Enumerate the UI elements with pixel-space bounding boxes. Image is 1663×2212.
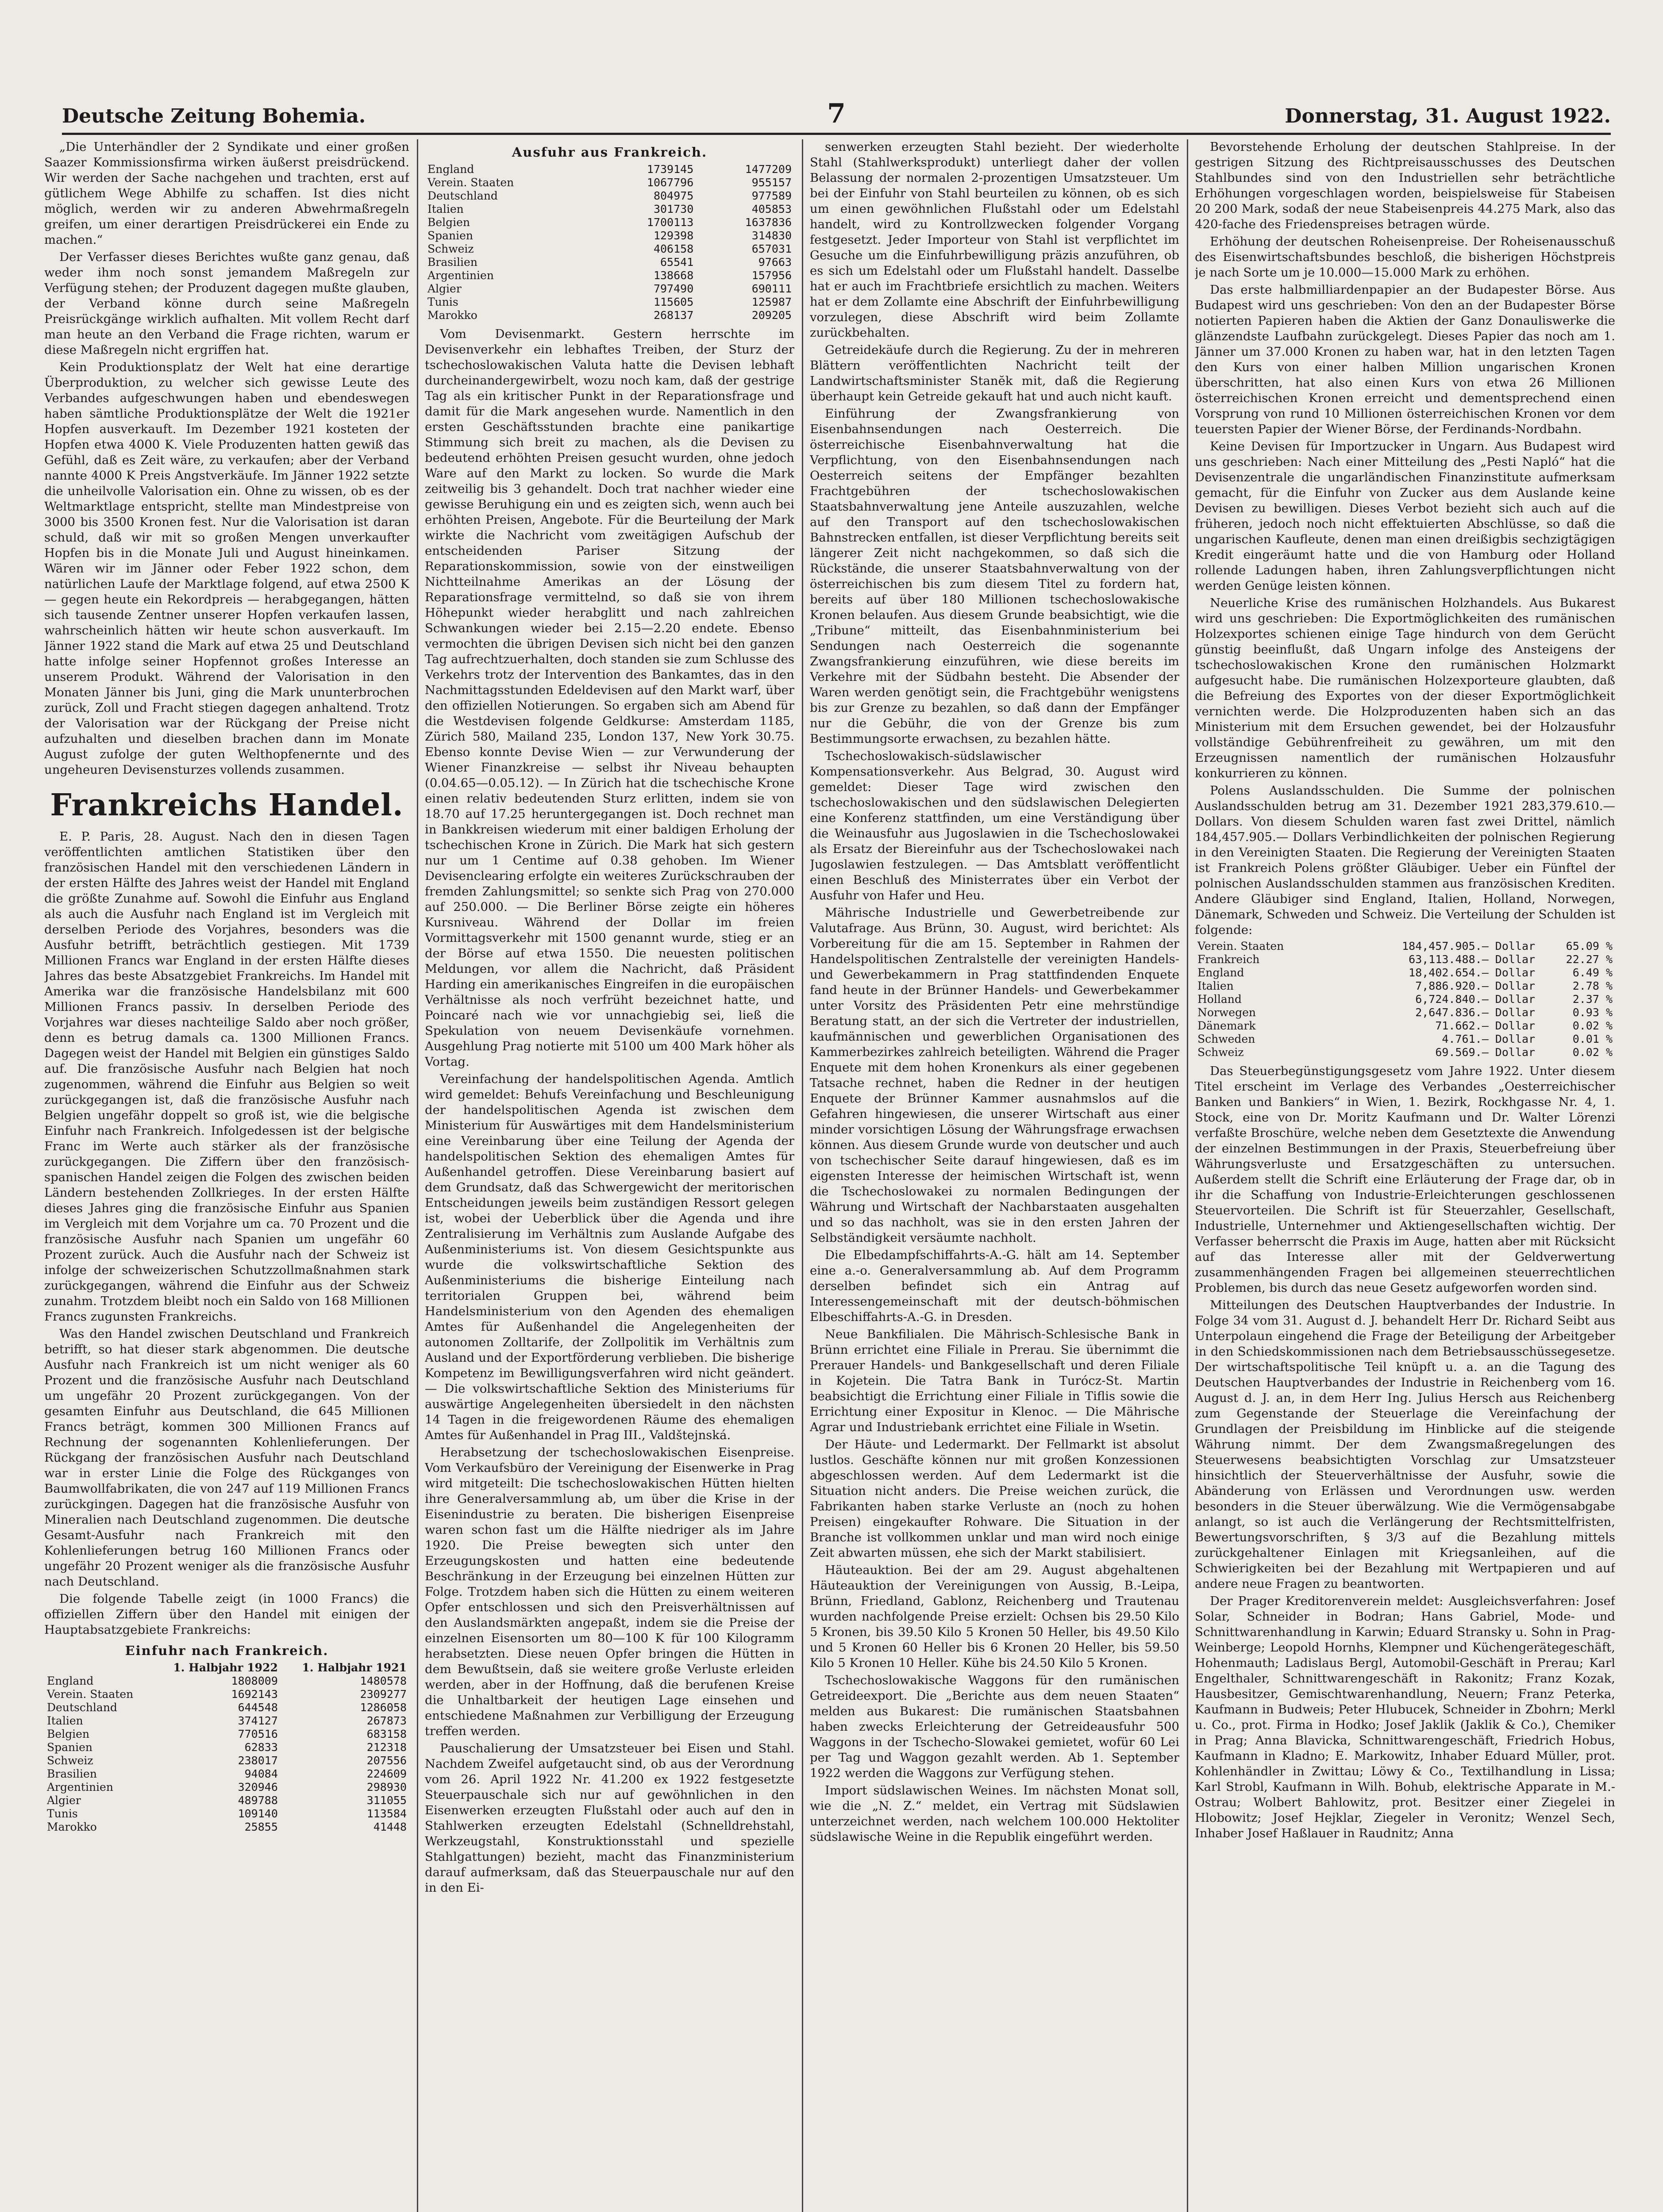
article-paragraph: Kein Produktionsplatz der Welt hat eine derartige Überproduktion, zu welcher sich gewisse Leute des Verbandes aufgeschwungen haben und ebendeswegen haben sämtliche Produktionsplätze der Welt die 1921er Hopfen ausverkauft. Im Dezember 1921 kosteten der Hopfen etwa 4000 K. Viele Produzenten hatten gewiß das Gefühl, daß es Zeit wäre, zu verkaufen; aber der Verband nannte 4000 K Preis Angstverkäufe. Im Jänner 1922 setzte die unheilvolle Valorisation ein. Ohne zu wissen, ob es der Weltmarktlage entspricht, stellte man Mindestpreise von 3000 bis 3500 Kronen fest. Nur die Valorisation ist daran schuld, daß wir mit so großen Mengen unverkaufter Hopfen bis in die Monate Juli und August hineinkamen. Wären wir im Jänner oder Feber 1922 schon, dem natürlichen Laufe der Marktlage folgend, auf etwa 2500 K — gegen heute ein Rekordpreis — herabgegangen, hätten sich tausende Zentner unserer Hopfen verkaufen lassen, wahrscheinlich hätten wir heute schon ausverkauft. Im Jänner 1922 stand die Mark auf etwa 25 und Deutschland hatte infolge seiner Hopfennot großes Interesse an unserem Produkt. Während der Valorisation in den Monaten Jänner bis Juni, ging die Mark ununterbrochen zurück, Zoll und Fracht stiegen dagegen anhaltend. Trotz der Valorisation war der Rückgang der Preise nicht aufzuhalten und dieselben brachen dann im Monate August zufolge der guten Welthopfenernte und des ungeheuren Devisensturzes vollends zusammen. — [44, 360, 409, 777]
column-1 — [44, 139, 409, 2212]
column-rule — [1187, 139, 1188, 2212]
table-row — [425, 216, 794, 229]
table-cell: 0.02 % — [1572, 1019, 1613, 1032]
table-row — [425, 296, 794, 309]
table-cell: 97663 — [758, 256, 792, 269]
table-cell: 212318 — [366, 1741, 407, 1754]
table-row — [44, 1741, 409, 1754]
table-row — [44, 1820, 409, 1834]
table-row-label: England — [47, 1674, 94, 1687]
article-paragraph: Bevorstehende Erholung der deutschen Stahlpreise. In der gestrigen Sitzung des Richtpreisausschusses des Deutschen Stahlbundes sind von den Industriellen sehr beträchtliche Erhöhungen vorgeschlagen worden, beispielsweise für Stabeisen 20 200 Mark, sodaß der neue Stabeisenpreis 44.275 Mark, also das 420-fache des Friedenspreises betragen würde. — [1195, 140, 1615, 231]
table-row — [44, 1754, 409, 1767]
table-cell: 1067796 — [647, 176, 694, 189]
table-cell: 1700113 — [647, 216, 694, 229]
table-cell: 0.01 % — [1572, 1033, 1613, 1045]
table-row-label: Italien — [47, 1714, 83, 1727]
table-row — [44, 1767, 409, 1781]
table-row-label: Italien — [427, 203, 464, 215]
table-cell: 2.37 % — [1572, 993, 1613, 1006]
table-row — [44, 1688, 409, 1701]
table-row-label: Deutschland — [47, 1701, 117, 1714]
table-row — [425, 189, 794, 203]
table-cell: 209205 — [751, 309, 792, 322]
table-cell: 41448 — [373, 1820, 407, 1833]
article-paragraph: Häuteauktion. Bei der am 29. August abgehaltenen Häuteauktion der Vereinigungen von Aussig, B.-Leipa, Brünn, Friedland, Gablonz, Reichenberg und Trautenau wurden nachfolgende Preise erzielt: Ochsen bis 29.50 Kilo 5 Kronen, bis 39.50 Kilo 5 Kronen 50 Heller, bis 49.50 Kilo und 5 Kronen 60 Heller bis 6 Kronen 20 Heller, bis 59.50 Kilo 5 Kronen 10 Heller. Kühe bis 24.50 Kilo 5 Kronen. — [810, 1563, 1179, 1670]
table-title: Ausfuhr aus Frankreich. — [512, 145, 708, 160]
column-rule — [417, 139, 418, 2212]
table-cell: 268137 — [653, 309, 694, 322]
table-row-label: Spanien — [427, 229, 473, 242]
table-row — [425, 269, 794, 282]
table-row — [425, 256, 794, 269]
table-cell: 113584 — [366, 1807, 407, 1820]
article-paragraph: Getreidekäufe durch die Regierung. Zu der in mehreren Blättern veröffentlichten Nachricht teilt der Landwirtschaftsminister Stanĕk mit, daß die Regierung überhaupt kein Getreide gekauft hat und auch nicht kauft. — [810, 343, 1179, 403]
table-cell: 955157 — [751, 176, 792, 189]
table-row-label: Brasilien — [47, 1767, 97, 1780]
table-cell: 62833 — [244, 1741, 278, 1754]
table-cell: 644548 — [238, 1701, 278, 1714]
table-cell: 207556 — [366, 1754, 407, 1767]
table-row-label: Algier — [47, 1794, 81, 1807]
table-cell: 320946 — [238, 1781, 278, 1793]
table-row — [44, 1714, 409, 1728]
table-row-label: Schweden — [1197, 1033, 1255, 1045]
article-paragraph: E. P. Paris, 28. August. Nach den in diesen Tagen veröffentlichten amtlichen Statistiken über den französischen Handel mit den verschiedenen Ländern in der ersten Hälfte des Jahres weist der Handel mit England die größte Zunahme auf. Sowohl die Einfuhr aus England als auch die Ausfuhr nach England ist im Vergleich mit derselben Periode des Vorjahres, besonders was die Ausfuhr betrifft, beträchtlich gestiegen. Mit 1739 Millionen Francs war England in der ersten Hälfte dieses Jahres das beste Absatzgebiet Frankreichs. Im Handel mit Amerika war die französische Handelsbilanz mit 600 Millionen Francs passiv. In derselben Periode des Vorjahres war dieses nachteilige Saldo aber noch größer, denn es betrug damals ca. 1300 Millionen Francs. Dagegen weist der Handel mit Belgien ein günstiges Saldo auf. Die französische Ausfuhr nach Belgien hat noch zugenommen, während die Einfuhr aus Belgien so weit zurückgegangen ist, daß die französische Ausfuhr nach Belgien ungefähr doppelt so groß ist, wie die belgische Einfuhr nach Frankreich. Infolgedessen ist der belgische Franc im Werte auch stärker als der französische zurückgegangen. Die Ziffern über den französisch-spanischen Handel zeigen die Folgen des zwischen beiden Ländern bestehenden Zollkrieges. In der ersten Hälfte dieses Jahres ging die französische Einfuhr aus Spanien im Vergleich mit dem Vorjahre um ca. 70 Prozent und die französische Ausfuhr nach Spanien um ungefähr 60 Prozent zurück. Auch die Ausfuhr nach der Schweiz ist infolge der schweizerischen Schutzzollmaßnahmen stark zurückgegangen, während die Einfuhr aus der Schweiz zunahm. Trotzdem bleibt noch ein Saldo von 168 Millionen Francs zugunsten Frankreichs. — [44, 830, 409, 1324]
table-cell: 374127 — [238, 1714, 278, 1727]
article-paragraph: Der Häute- und Ledermarkt. Der Fellmarkt ist absolut lustlos. Geschäfte können nur mit großen Konzessionen abgeschlossen werden. Auf dem Ledermarkt ist die Situation nicht anders. Die Preise weichen zurück, die Fabrikanten haben starke Verluste an (noch zu hohen Preisen) eingekaufter Rohware. Die Situation in der Branche ist vollkommen unklar und man wird noch einige Zeit abwarten müssen, ehe sich der Markt stabilisiert. — [810, 1437, 1179, 1560]
article-paragraph: Mährische Industrielle und Gewerbetreibende zur Valutafrage. Aus Brünn, 30. August, wird berichtet: Als Vorbereitung für die am 15. September in Rahmen der Handelspolitischen Zentralstelle der vereinigten Handels- und Gewerbekammern in Prag stattfindenden Enquete fand heute in der Brünner Handels- und Gewerbekammer unter Vorsitz des Präsidenten Petr eine mehrstündige Beratung statt, an der sich die Vertreter der industriellen, kaufmännischen und gewerblichen Organisationen des Kammerbezirkes zahlreich beteiligten. Während die Prager Enquete mit dem hohen Kronenkurs als einer gegebenen Tatsache rechnet, haben die Redner in der heutigen Enquete der Brünner Kammer ausnahmslos auf die Gefahren hingewiesen, die unserer Wirtschaft aus einer minder vorsichtigen Lösung der Währungsfrage erwachsen können. Aus diesem Grunde wurde von deutscher und auch von tschechischer Seite darauf hingewiesen, daß es im eigensten Interesse der heimischen Wirtschaft ist, wenn die Tschechoslowakei zu normalen Bedingungen der Währung und Wirtschaft der Nachbarstaaten ausgehalten und so das nachholt, was sie in den ersten Jahren der Selbständigkeit versäumte nachholt. — [810, 906, 1179, 1245]
article-paragraph: Das erste halbmilliardenpapier an der Budapester Börse. Aus Budapest wird uns geschrieben: Von den an der Budapester Börse notierten Papieren haben die Aktien der Ganz Donauliswerke die glänzendste Laufbahn zurückgelegt. Dieses Papier das noch am 1. Jänner um 37.000 Kronen zu haben war, hat in den letzten Tagen den Kurs von einer halben Million ungarischen Kronen überschritten, hat also einen Kurs von etwa 26 Millionen österreichischen Kronen erreicht und dementsprechend einen Vorsprung von rund 10 Millionen österreichischen Kronen vor dem teuersten Papier der Wiener Börse, der Ferdinands-Nordbahn. — [1195, 283, 1615, 436]
table-cell: 690111 — [751, 282, 792, 295]
table-cell: 1739145 — [647, 163, 694, 176]
table-cell: 311055 — [366, 1794, 407, 1807]
table-cell: 314830 — [751, 229, 792, 242]
debt-table — [1195, 940, 1615, 1059]
article-paragraph: Was den Handel zwischen Deutschland und Frankreich betrifft, so hat dieser stark abgenommen. Die deutsche Ausfuhr nach Frankreich ist um nicht weniger als 60 Prozent und die französische Ausfuhr nach Deutschland um ungefähr 20 Prozent zurückgegangen. Von der gesamten Einfuhr aus Deutschland, die 645 Millionen Francs beträgt, kommen 300 Millionen Francs auf Rechnung der sogenannten Kohlenlieferungen. Der Rückgang der französischen Ausfuhr nach Deutschland war in erster Linie die Folge des Rückganges von Baumwollfabrikaten, die von 247 auf 119 Millionen Francs zurückgingen. Dagegen hat die französische Ausfuhr von Mineralien nach Deutschland zugenommen. Die deutsche Gesamt-Ausfuhr nach Frankreich mit den Kohlenlieferungen betrug 160 Millionen Francs oder ungefähr 20 Prozent weniger als die französische Ausfuhr nach Deutschland. — [44, 1327, 409, 1589]
table-row-label: Schweiz — [427, 242, 474, 255]
table-cell: 2,647.836.— Dollar — [1415, 1006, 1536, 1019]
table-row-label: Argentinien — [427, 269, 494, 282]
table-cell: 298930 — [366, 1781, 407, 1793]
table-cell: 2.78 % — [1572, 979, 1613, 992]
table-row — [1195, 1046, 1615, 1059]
table-cell: 7,886.920.— Dollar — [1415, 979, 1536, 992]
table-row — [1195, 940, 1615, 953]
article-paragraph: Der Prager Kreditorenverein meldet: Ausgleichsverfahren: Josef Solar, Schneider in Bodran; Hans Gabriel, Mode- und Schnittwarenhandlung in Karwin; Eduard Stransky u. Sohn in Prag-Weinberge; Leopold Hornhs, Klempner und Küchengerätegeschäft, Hohenmauth; Ladislaus Bergl, Automobil-Geschäft in Prerau; Karl Engelthaler, Schnittwarengeschäft in Rakonitz; Franz Kozak, Hausbesitzer, Gemischtwarenhandlung, Neuern; Franz Peterka, Kaufmann in Budweis; Peter Hlubucek, Schneider in Zbohrn; Merkl u. Co., prot. Firma in Hodko; Josef Jaklik (Jaklik & Co.), Chemiker in Prag; Anna Blavicka, Schnittwarengeschäft, Friedrich Hobus, Kaufmann in Kladno; E. Markowitz, Inhaber Eduard Müller, prot. Kohlenhändler in Zwittau; Löwy & Co., Textilhandlung in Lissa; Karl Strobl, Kaufmann in Wilh. Bohub, elektrische Apparate in M.-Ostrau; Wolbert Bahlowitz, prot. Besitzer einer Ziegelei in Hlobowitz; Josef Hejklar, Ziegeler in Veronitz; Wenzel Sech, Inhaber Josef Haßlauer in Raudnitz; Anna — [1195, 1594, 1615, 1840]
table-row — [1195, 1033, 1615, 1046]
table-cell: 157956 — [751, 269, 792, 282]
import-table — [44, 1661, 409, 1834]
table-row — [1195, 966, 1615, 979]
table-row — [425, 203, 794, 216]
article-paragraph: Vom Devisenmarkt. Gestern herrschte im Devisenverkehr ein lebhaftes Treiben, der Sturz der tschechoslowakischen Valuta hatte die Devisen lebhaft durcheinandergewirbelt, wozu noch kam, daß der gestrige Tag als ein kritischer Punkt in der Reparationsfrage und damit für die Mark angesehen wurde. Namentlich in den ersten Geschäftsstunden brachte eine panikartige Stimmung sich breit zu machen, als die Devisen zu bedeutend erhöhten Preisen gesucht wurden, ohne jedoch Ware auf den Markt zu locken. So wurde die Mark zeitweilig bis 3 gehandelt. Doch trat nachher wieder eine gewisse Beruhigung ein und es zeigten sich, wenn auch bei erhöhten Preisen, Angebote. Für die Beurteilung der Mark wirkte die Nachricht vom zweitägigen Aufschub der entscheidenden Pariser Sitzung der Reparationskommission, sowie von der einstweiligen Nichtteilnahme Amerikas an der Lösung der Reparationsfrage vermittelnd, so daß sie von ihrem Höhepunkt wieder herabglitt und nach zahlreichen Schwankungen wieder bei 2.15—2.20 endete. Ebenso vermochten die übrigen Devisen sich nicht bei den ganzen Tag aufrechtzuerhalten, doch standen sie zum Schlusse des Verkehrs trotz der Intervention des Bankamtes, das in den Nachmittagsstunden Edeldevisen auf den Markt warf, über den offiziellen Notierungen. So ergaben sich am Abend für die Westdevisen folgende Geldkurse: Amsterdam 1185, Zürich 580, Mailand 235, London 137, New York 30.75. Ebenso konnte Devise Wien — zur Verwunderung der Wiener Finanzkreise — selbst ihr Niveau behaupten (0.04.65—0.05.12). — In Zürich hat die tschechische Krone einen relativ bedeutenden Sturz erlitten, indem sie von 18.70 auf 17.25 heruntergegangen ist. Doch rechnet man in Bankkreisen wiederum mit einer baldigen Erholung der tschechischen Krone in Zürich. Die Mark hat sich gestern nur um 1 Centime auf 0.38 gehoben. Im Wiener Devisenclearing erfolgte ein weiteres Zurückschrauben der fremden Zahlungsmittel; so senkte sich Prag von 270.000 auf 250.000. — Die Berliner Börse zeigte ein höheres Kursniveau. Während der Dollar im freien Vormittagsverkehr mit 1500 genannt wurde, stieg er an der Börse auf etwa 1550. Die neuesten politischen Meldungen, vor allem die Nachricht, daß Präsident Harding ein amerikanisches Eingreifen in die europäischen Verhältnisse als noch verfrüht bezeichnet hatte, und Poincaré nach wie vor unnachgiebig sei, ließ die Spekulation von neuem Devisenkäufe vornehmen. Ausgehlung Prag notierte mit 5100 um 400 Mark höher als Vortag. — [425, 327, 794, 1069]
article-paragraph: Keine Devisen für Importzucker in Ungarn. Aus Budapest wird uns geschrieben: Nach einer Mitteilung des „Pesti Napló“ hat die Devisenzentrale die ungarländischen Finanzinstitute aufmerksam gemacht, für die Einfuhr von Zucker aus dem Auslande keine Devisen zu bewilligen. Dieses Verbot bezieht sich auch auf die früheren, jedoch noch nicht effektuierten Abschlüsse, so daß die ungarischen Kaufleute, denen man einen dreißigbis sechzigtägigen Kredit eingeräumt hatte und die von Hamburg oder Holland rollende Ladungen haben, ihren Zahlungsverpflichtungen nicht werden Genüge leisten können. — [1195, 439, 1615, 593]
table-row-label: Brasilien — [427, 256, 477, 269]
table-row-label: Deutschland — [427, 189, 498, 202]
table-row-label: England — [427, 163, 474, 176]
article-paragraph: Tschechoslowakisch-südslawischer Kompensationsverkehr. Aus Belgrad, 30. August wird gemeldet: Dieser Tage wird zwischen den tschechoslowakischen und den südslawischen Delegierten eine Konferenz stattfinden, um eine Verständigung über die Weinausfuhr aus Jugoslawien in die Tschechoslowakei als Ersatz der Biereinfuhr aus der Tschechoslowakei nach Jugoslawien festzulegen. — Das Amtsblatt veröffentlicht einen Beschluß des Ministerrates über ein Verbot der Ausfuhr von Hafer und Heu. — [810, 749, 1179, 902]
export-table — [425, 163, 794, 322]
table-row — [425, 309, 794, 322]
table-row-label: Belgien — [47, 1728, 90, 1740]
table-cell: 138668 — [653, 269, 694, 282]
table-row-label: England — [1197, 966, 1244, 979]
table-cell: 804975 — [653, 189, 694, 202]
table-cell: 1480578 — [360, 1674, 407, 1687]
table-row-label: Marokko — [47, 1820, 97, 1833]
table-cell: 115605 — [653, 296, 694, 308]
table-row — [44, 1728, 409, 1741]
table-title: Einfuhr nach Frankreich. — [125, 1643, 329, 1658]
table-row-label: Argentinien — [47, 1781, 113, 1793]
article-paragraph: Die folgende Tabelle zeigt (in 1000 Francs) die offiziellen Ziffern über den Handel mit einigen der Hauptabsatzgebiete Frankreichs: — [44, 1592, 409, 1637]
table-row-label: Verein. Staaten — [1197, 940, 1284, 952]
table-cell: 65541 — [660, 256, 694, 269]
table-cell: 770516 — [238, 1728, 278, 1740]
table-cell: 25855 — [244, 1820, 278, 1833]
article-paragraph: Die Elbedampfschiffahrts-A.-G. hält am 14. September eine a.-o. Generalversammlung ab. Auf dem Programm derselben befindet sich ein Antrag auf Interessengemeinschaft mit der deutsch-böhmischen Elbeschiffahrts-A.-G. in Dresden. — [810, 1248, 1179, 1324]
table-cell: 125987 — [751, 296, 792, 308]
table-row — [1195, 1006, 1615, 1019]
column-header: 1. Halbjahr 1921 — [302, 1661, 407, 1674]
table-cell: 1808009 — [231, 1674, 278, 1687]
article-paragraph: Mitteilungen des Deutschen Hauptverbandes der Industrie. In Folge 34 vom 31. August d. J. behandelt Herr Dr. Richard Seibt aus Unterpolaun eingehend die Frage der Beteiligung der Arbeitgeber in den Schiedskommissionen nach dem Betriebsausschüssegesetze. Der wirtschaftspolitische Teil knüpft u. a. an die Tagung des Deutschen Hauptverbandes der Industrie in Reichenberg vom 16. August d. J. an, in dem Herr Ing. Julius Hersch aus Reichenberg zum Gegenstande der Steuerlage die Vereinfachung der Grundlagen der Preisbildung im Hinblicke auf die steigende Währung nimmt. Der dem Zwangsmaßregelungen des Steuerwesens beabsichtigten Vorschlag zur Umsatzsteuer hinsichtlich der Steuerverhältnisse der Ausfuhr, sowie die Abänderung von Erlässen und Verordnungen usw. werden besonders in die Steuer überwälzung. Wie die Vermögensabgabe anlangt, so ist auch die Verlängerung der Rechtsmittelfristen, Bewertungsvorschriften, § 3/3 auf die Bezahlung mittels zurückgehaltener Einlagen mit Kriegsanleihen, auf die Schwierigkeiten bei der Bezahlung mit Wertpapieren und auf andere neue Fragen zu beantworten. — [1195, 1298, 1615, 1591]
column-4 — [1195, 139, 1615, 2212]
table-row — [425, 242, 794, 256]
table-row — [1195, 979, 1615, 993]
table-row-label: Italien — [1197, 979, 1234, 992]
page-number: 7 — [827, 98, 846, 129]
table-row — [44, 1701, 409, 1714]
table-cell: 301730 — [653, 203, 694, 215]
table-cell: 977589 — [751, 189, 792, 202]
table-row — [425, 282, 794, 296]
table-row-label: Frankreich — [1197, 953, 1260, 966]
column-rule — [802, 139, 803, 2212]
table-cell: 406158 — [653, 242, 694, 255]
issue-date: Donnerstag, 31. August 1922. — [1285, 105, 1611, 127]
table-row-label: Holland — [1197, 993, 1242, 1006]
column-2 — [425, 139, 794, 2212]
article-paragraph: „Die Unterhändler der 2 Syndikate und einer großen Saazer Kommissionsfirma wirken äußerst preisdrückend. Wir werden der Sache nachgehen und trachten, erst auf gütlichem Wege Abhilfe zu schaffen. Ist dies nicht möglich, werden wir zu anderen Abwehrmaßregeln greifen, um einer derartigen Preisdrückerei ein Ende zu machen.“ — [44, 140, 409, 247]
article-paragraph: Vereinfachung der handelspolitischen Agenda. Amtlich wird gemeldet: Behufs Vereinfachung und Beschleunigung der handelspolitischen Agenda ist zwischen dem Ministerium für Auswärtiges mit dem Handelsministerium eine Vereinbarung über eine Teilung der Agenda der handelspolitischen Sektion des ehemaligen Amtes für Außenhandel getroffen. Diese Vereinbarung basiert auf dem Grundsatz, daß das Schwergewicht der meritorischen Entscheidungen jeweils beim zuständigen Ressort gelegen ist, wobei der Ueberblick über die Agenda und ihre Zentralisierung im Verhältnis zum Auslande Aufgabe des Außenministeriums ist. Von diesem Gesichtspunkte aus wurde die volkswirtschaftliche Sektion des Außenministeriums die bisherige Einteilung nach territorialen Gruppen bei, während beim Handelsministerium von den Agenden des ehemaligen Amtes für Außenhandel die Angelegenheiten der autonomen Zolltarife, der Zollpolitik im Verhältnis zum Ausland und der Exportförderung verblieben. Die bisherige Kompetenz im Bewilligungsverfahren wird nicht geändert. — Die volkswirtschaftliche Sektion des Ministeriums für auswärtige Angelegenheiten übersiedelt in den nächsten 14 Tagen in die freigewordenen Räume des ehemaligen Amtes für Außenhandel in Prag III., Valdštejnská. — [425, 1072, 794, 1442]
masthead — [62, 93, 1611, 135]
table-row — [44, 1674, 409, 1688]
table-cell: 4.761.— Dollar — [1442, 1033, 1536, 1045]
table-cell: 797490 — [653, 282, 694, 295]
table-row — [425, 229, 794, 242]
table-cell: 405853 — [751, 203, 792, 215]
article-paragraph: senwerken erzeugten Stahl bezieht. Der wiederholte Stahl (Stahlwerksprodukt) unterliegt daher der vollen Belassung der normalen 2-prozentigen Umsatzsteuer. Um bei der Einfuhr von Stahl beurteilen zu können, ob es sich um einen gewöhnlichen Flußstahl oder um Edelstahl handelt, wird zu Kontrollzwecken folgender Vorgang festgesetzt. Jeder Importeur von Stahl ist verpflichtet im Gesuche um die Einfuhrbewilligung präzis anzuführen, ob es sich um Edelstahl oder um Flußstahl handelt. Dasselbe hat er auch im Frachtbriefe ersichtlich zu machen. Weiters hat er dem Zollamte eine Abschrift der Einfuhrbewilligung vorzulegen, diese Abschrift wird beim Zollamte zurückbehalten. — [810, 140, 1179, 340]
table-cell: 2309277 — [360, 1688, 407, 1701]
table-row — [44, 1781, 409, 1794]
table-cell: 6,724.840.— Dollar — [1415, 993, 1536, 1006]
table-row-label: Verein. Staaten — [47, 1688, 134, 1701]
table-row-label: Marokko — [427, 309, 477, 322]
article-paragraph: Herabsetzung der tschechoslowakischen Eisenpreise. Vom Verkaufsbüro der Vereinigung der Eisenwerke in Prag wird mitgeteilt: Die tschechoslowakischen Hütten hielten ihre Generalversammlung ab, um über die Krise in der Eisenindustrie zu beraten. Die bisherigen Eisenpreise waren schon fast um die Hälfte niedriger als im Jahre 1920. Die Preise bewegten sich unter den Erzeugungskosten und hatten eine bedeutende Beschränkung in der Erzeugung bei einzelnen Hütten zur Folge. Trotzdem haben sich die Hütten zu einem weiteren Opfer entschlossen und sich den Preisverhältnissen auf den Auslandsmärkten angepaßt, indem sie die Preise der einzelnen Eisensorten um 80—100 K für 100 Kilogramm herabsetzten. Diese neuen Opfer bringen die Hütten in dem Bewußtsein, daß sie weitere große Verluste erleiden werden, aber in der Hoffnung, daß die berufenen Kreise die Unhaltbarkeit der heutigen Lage einsehen und entschiedene Maßnahmen zur Verbilligung der Erzeugung treffen werden. — [425, 1445, 794, 1738]
article-paragraph: Das Steuerbegünstigungsgesetz vom Jahre 1922. Unter diesem Titel erscheint im Verlage des Verbandes „Oesterreichischer Banken und Bankiers“ in Wien, 1. Bezirk, Rockhgasse Nr. 4, 1. Stock, eine von Dr. Moritz Kaufmann und Dr. Walter Lörenzi verfaßte Broschüre, welche neben dem Gesetztexte die Anwendung der einzelnen Bestimmungen in der Praxis, Steuerbefreiung über Währungsverluste und Ersatzgeschäften zu untersuchen. Außerdem stellt die Schrift eine Erläuterung der Frage dar, ob in ihr die Schaffung von Industrie-Erleichterungen geschlossenen Steuervorteilen. Die Schrift ist für Steuerzahler, Gesellschaft, Industrielle, Unternehmer und Aktiengesellschaften wichtig. Der Verfasser beherrscht die Praxis im Auge, hatten aber mit Rücksicht auf das Interesse aller mit der Geldverwertung zusammenhängenden Fragen bei allgemeinen steuerrechtlichen Problemen, bis durch das neue Gesetz aufgeworfen worden sind. — [1195, 1064, 1615, 1295]
table-row-label: Spanien — [47, 1741, 93, 1754]
table-cell: 1286058 — [360, 1701, 407, 1714]
article-paragraph: Der Verfasser dieses Berichtes wußte ganz genau, daß weder ihm noch sonst jemandem Maßregeln zur Verfügung stehen; der Produzent dagegen mußte glauben, der Verband könne durch seine Maßregeln Preisrückgänge wirklich aufhalten. Mit vollem Recht darf man heute an den Verband die Frage richten, warum er diese Maßregeln nicht ergriffen hat. — [44, 250, 409, 357]
table-cell: 22.27 % — [1566, 953, 1613, 966]
table-row-label: Belgien — [427, 216, 470, 229]
table-cell: 63,113.488.— Dollar — [1409, 953, 1536, 966]
table-row-label: Norwegen — [1197, 1006, 1256, 1019]
table-row — [1195, 953, 1615, 966]
table-cell: 6.49 % — [1572, 966, 1613, 979]
article-paragraph: Tschechoslowakische Waggons für den rumänischen Getreideexport. Die „Berichte aus dem neuen Staaten“ melden aus Bukarest: Die rumänischen Staatsbahnen haben zwecks Erleichterung der Getreideausfuhr 500 Waggons in der Tschecho-Slowakei gemietet, wofür 60 Lei per Tag und Waggon gezahlt werden. Ab 1. September 1922 werden die Waggons zur Verfügung stehen. — [810, 1673, 1179, 1780]
table-cell: 1637836 — [745, 216, 792, 229]
table-row-label: Schweiz — [1197, 1046, 1244, 1059]
table-row-label: Schweiz — [47, 1754, 93, 1767]
table-cell: 224609 — [366, 1767, 407, 1780]
column-3 — [810, 139, 1179, 2212]
article-paragraph: Neue Bankfilialen. Die Mährisch-Schlesische Bank in Brünn errichtet eine Filiale in Prerau. Sie übernimmt die Prerauer Handels- und Bankgesellschaft und deren Filiale in Kojetein. Die Tatra Bank in Turócz-St. Martin beabsichtigt die Errichtung einer Filiale in Tiflis sowie die Errichtung einer Expositur in Klenoc. — Die Mährische Agrar und Industriebank errichtet eine Filiale in Wsetin. — [810, 1327, 1179, 1434]
table-cell: 267873 — [366, 1714, 407, 1727]
table-cell: 683158 — [366, 1728, 407, 1740]
table-row — [1195, 1019, 1615, 1033]
article-paragraph: Neuerliche Krise des rumänischen Holzhandels. Aus Bukarest wird uns geschrieben: Die Exportmöglichkeiten des rumänischen Holzexportes schienen einige Tage hindurch von dem Gerücht günstig beeinflußt, daß Ungarn infolge des Ansteigens der tschechoslowakischen Krone den rumänischen Holzmarkt aufgesucht habe. Die rumänischen Holzexporteure glaubten, daß die Befreiung des Exportes von der dieser Exportmöglichkeit vernichten werde. Die Holzproduzenten haben sich an das Ministerium mit dem Ersuchen gewendet, bei der Holzausfuhr vollständige Gebührenfreiheit zu gewähren, um mit den Erzeugnissen namentlich der rumänischen Holzausfuhr konkurrieren zu können. — [1195, 596, 1615, 780]
table-cell: 184,457.905.— Dollar — [1402, 940, 1536, 952]
table-row-label: Dänemark — [1197, 1019, 1256, 1032]
article-paragraph: Import südslawischen Weines. Im nächsten Monat soll, wie die „N. Z.“ meldet, ein Vertrag mit Südslawien unterzeichnet werden, nach welchem 100.000 Hektoliter südslawische Weine in die Republik eingeführt werden. — [810, 1783, 1179, 1844]
table-row — [425, 176, 794, 189]
table-row — [425, 163, 794, 176]
table-cell: 129398 — [653, 229, 694, 242]
table-row-label: Tunis — [47, 1807, 78, 1820]
article-paragraph: Polens Auslandsschulden. Die Summe der polnischen Auslandsschulden betrug am 31. Dezember 1921 283,379.610.— Dollars. Von diesem Schulden waren fast zwei Drittel, nämlich 184,457.905.— Dollars Verbindlichkeiten der polnischen Regierung in den Vereinigten Staaten. Die Regierung der Vereinigten Staaten ist Frankreich Polens größter Gläubiger. Ueber ein Fünftel der polnischen Auslandsschulden stammen aus französischen Krediten. Andere Gläubiger sind England, Italien, Holland, Norwegen, Dänemark, Schweden und Schweiz. Die Verteilung der Schulden ist folgende: — [1195, 783, 1615, 937]
table-cell: 238017 — [238, 1754, 278, 1767]
table-cell: 1477209 — [745, 163, 792, 176]
table-row-label: Verein. Staaten — [427, 176, 514, 189]
table-cell: 0.02 % — [1572, 1046, 1613, 1059]
table-cell: 69.569.— Dollar — [1435, 1046, 1536, 1059]
table-cell: 1692143 — [231, 1688, 278, 1701]
previous-page-margin — [0, 139, 27, 2212]
table-row-label: Tunis — [427, 296, 458, 308]
table-row — [1195, 993, 1615, 1006]
newspaper-name: Deutsche Zeitung Bohemia. — [62, 105, 366, 127]
table-row — [44, 1794, 409, 1807]
table-cell: 489788 — [238, 1794, 278, 1807]
table-row — [44, 1807, 409, 1820]
article-paragraph: Erhöhung der deutschen Roheisenpreise. Der Roheisenausschuß des Eisenwirtschaftsbundes beschloß, die bisherigen Höchstpreis je nach Sorte um je 10.000—15.000 Mark zu erhöhen. — [1195, 234, 1615, 280]
column-header: 1. Halbjahr 1922 — [173, 1661, 278, 1674]
table-cell: 109140 — [238, 1807, 278, 1820]
table-cell: 0.93 % — [1572, 1006, 1613, 1019]
table-cell: 94084 — [244, 1767, 278, 1780]
article-headline: Frankreichs Handel. — [50, 787, 404, 823]
article-paragraph: Einführung der Zwangsfrankierung von Eisenbahnsendungen nach Oesterreich. Die österreichische Eisenbahnverwaltung hat die Verpflichtung, von den Eisenbahnsendungen nach Oesterreich seitens der Empfänger bezahlten Frachtgebühren der tschechoslowakischen Staatsbahnverwaltung jene Anteile auszuzahlen, welche auf den Transport auf den tschechoslowakischen Bahnstrecken entfallen, ist dieser Verpflichtung bereits seit längerer Zeit nicht nachgekommen, so daß sich die Rückstände, die unserer Staatsbahnverwaltung von der österreichischen bis zum diesem Titel zu fordern hat, bereits auf über 180 Millionen tschechoslowakische Kronen belaufen. Aus diesem Grunde beabsichtigt, wie die „Tribune“ mitteilt, das Eisenbahnministerium bei Sendungen nach Oesterreich die sogenannte Zwangsfrankierung einzuführen, wie diese bereits im Verkehre mit der Südbahn besteht. Die Absender der Waren werden genötigt sein, die Frachtgebühr wenigstens bis zur Grenze zu bezahlen, so daß dann der Empfänger nur die Gebühr, die von der Grenze bis zum Bestimmungsorte erwachsen, zu bezahlen hätte. — [810, 407, 1179, 746]
article-paragraph: Pauschalierung der Umsatzsteuer bei Eisen und Stahl. Nachdem Zweifel aufgetaucht sind, ob aus der Verordnung vom 26. April 1922 Nr. 41.200 ex 1922 festgesetzte Steuerpauschale sich nur auf gewöhnlichen in den Eisenwerken erzeugten Flußstahl oder auch auf den in Stahlwerken erzeugten Edelstahl (Schnelldrehstahl, Werkzeugstahl, Konstruktionsstahl und spezielle Stahlgattungen) bezieht, macht das Finanzministerium darauf aufmerksam, daß das Steuerpauschale nur auf den in den Ei- — [425, 1741, 794, 1895]
table-row-label: Algier — [427, 282, 462, 295]
table-cell: 65.09 % — [1566, 940, 1613, 952]
table-cell: 657031 — [751, 242, 792, 255]
table-cell: 71.662.— Dollar — [1435, 1019, 1536, 1032]
table-cell: 18,402.654.— Dollar — [1409, 966, 1536, 979]
